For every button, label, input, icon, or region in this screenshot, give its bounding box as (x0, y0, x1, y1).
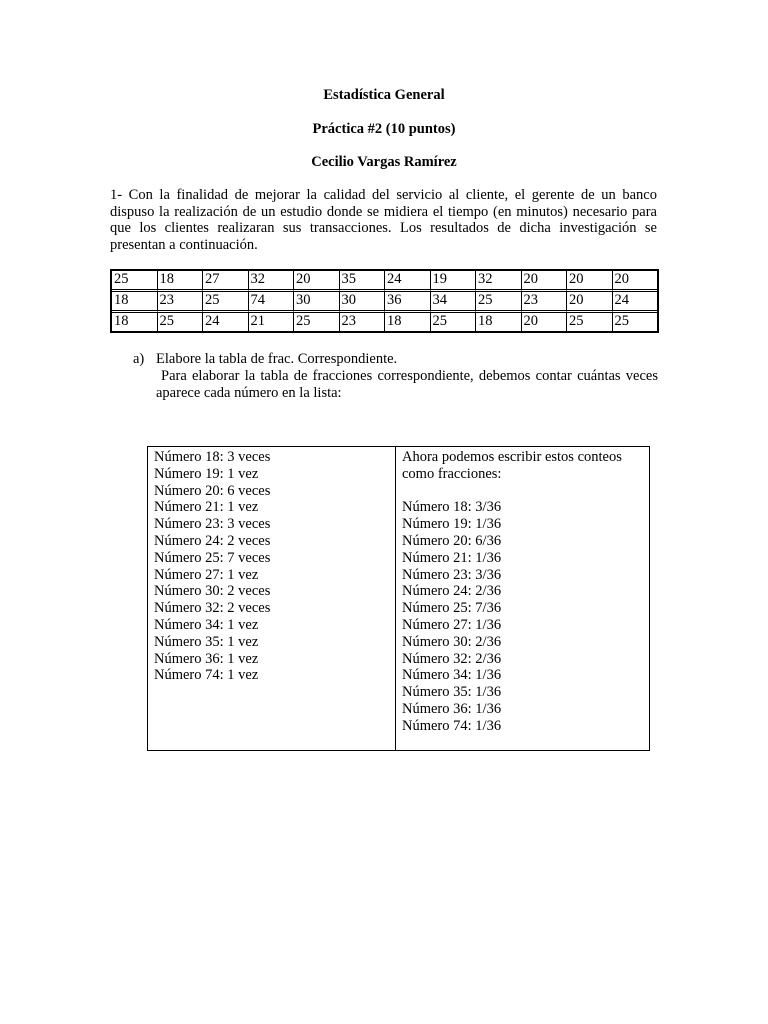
count-line: Número 19: 1 vez (154, 465, 259, 482)
fraction-line: Número 23: 3/36 (402, 566, 502, 583)
fraction-line: Número 30: 2/36 (402, 633, 502, 650)
item-a-body (156, 351, 658, 401)
count-line: Número 27: 1 vez (154, 566, 259, 583)
data-table-cell: 27 (203, 271, 249, 292)
data-table-cell: 32 (249, 271, 295, 292)
data-table-cell: 25 (614, 313, 629, 329)
data-table-cell: 25 (112, 271, 158, 292)
data-table-cell: 20 (613, 271, 658, 292)
data-table (110, 269, 659, 333)
data-table-cell: 21 (249, 313, 295, 331)
data-table-cell: 25 (158, 313, 204, 331)
data-table-cell: 18 (112, 292, 158, 313)
data-table-cell: 74 (249, 292, 295, 313)
data-table-body (112, 271, 657, 331)
data-table-cell: 25 (431, 313, 477, 331)
data-table-cell: 25 (294, 313, 340, 331)
fraction-line: Número 20: 6/36 (402, 532, 502, 549)
count-line: Número 23: 3 veces (154, 516, 271, 533)
data-table-cell: 20 (567, 271, 613, 292)
fraction-line: Número 35: 1/36 (402, 684, 502, 701)
item-a-description: Para elaborar la tabla de fracciones correspondiente, debemos contar cuántas veces aparece cada número en la lista: (156, 367, 658, 401)
data-table-cell: 30 (294, 292, 340, 313)
data-table-cell: 24 (613, 292, 658, 313)
data-table-cell: 20 (567, 292, 613, 313)
data-table-cell: 18 (112, 313, 158, 331)
spacer (402, 483, 649, 500)
count-line: Número 24: 2 veces (154, 532, 271, 549)
count-line: Número 18: 3 veces (154, 449, 271, 465)
data-table-cell: 18 (385, 313, 431, 331)
data-table-cell: 34 (431, 292, 477, 313)
count-line: Número 25: 7 veces (154, 549, 271, 566)
count-line: Número 34: 1 vez (154, 616, 259, 633)
data-table-cell: 32 (476, 271, 522, 292)
counts-column (148, 447, 396, 750)
frequency-box (147, 446, 650, 751)
fraction-line: Número 36: 1/36 (402, 700, 502, 717)
problem-statement: 1- Con la finalidad de mejorar la calidad del servicio al cliente, el gerente de un banco dispuso la realización de un estudio donde se midiera el tiempo (en minutos) necesario para que los clientes realizaran sus transacciones. Los resultados de dicha investigación se presentan a continuación. (110, 187, 657, 253)
data-table-cell: 25 (567, 313, 613, 331)
fraction-line: Número 34: 1/36 (402, 667, 502, 684)
data-table-row (112, 313, 657, 331)
author-name: Cecilio Vargas Ramírez (311, 154, 457, 170)
count-line: Número 74: 1 vez (154, 667, 259, 684)
fraction-line: Número 27: 1/36 (402, 616, 502, 633)
data-table-cell: 19 (431, 271, 477, 292)
item-a-marker: a) (133, 351, 145, 367)
data-table-cell: 23 (340, 313, 386, 331)
data-table-cell: 18 (158, 271, 204, 292)
data-table-cell: 36 (385, 292, 431, 313)
fractions-column (396, 447, 649, 750)
data-table-cell: 25 (476, 292, 522, 313)
item-a-heading: Elabore la tabla de frac. Correspondiente. (156, 351, 398, 367)
fraction-line: Número 25: 7/36 (402, 600, 502, 617)
count-line: Número 36: 1 vez (154, 650, 259, 667)
fraction-line: Número 24: 2/36 (402, 583, 502, 600)
course-title: Estadística General (323, 87, 445, 103)
fraction-line: Número 74: 1/36 (402, 717, 502, 734)
data-table-cell: 20 (522, 313, 568, 331)
data-table-cell: 30 (340, 292, 386, 313)
fractions-list (402, 499, 649, 734)
data-table-cell: 23 (522, 292, 568, 313)
data-table-cell: 35 (340, 271, 386, 292)
data-table-cell: 20 (522, 271, 568, 292)
data-table-row (112, 271, 657, 292)
fractions-intro: Ahora podemos escribir estos conteos como fracciones: (402, 449, 622, 482)
fraction-line: Número 18: 3/36 (402, 499, 502, 516)
assignment-title: Práctica #2 (10 puntos) (312, 121, 456, 137)
count-line: Número 21: 1 vez (154, 499, 259, 516)
count-line: Número 32: 2 veces (154, 600, 271, 617)
data-table-cell: 20 (294, 271, 340, 292)
data-table-cell: 18 (476, 313, 522, 331)
data-table-cell: 23 (158, 292, 204, 313)
data-table-cell: 25 (203, 292, 249, 313)
count-line: Número 35: 1 vez (154, 633, 259, 650)
data-table-cell: 24 (203, 313, 249, 331)
count-line: Número 20: 6 veces (154, 482, 271, 499)
fraction-line: Número 32: 2/36 (402, 650, 502, 667)
fraction-line: Número 19: 1/36 (402, 516, 502, 533)
data-table-cell: 24 (385, 271, 431, 292)
count-line: Número 30: 2 veces (154, 583, 271, 600)
fraction-line: Número 21: 1/36 (402, 549, 502, 566)
data-table-row (112, 292, 657, 313)
